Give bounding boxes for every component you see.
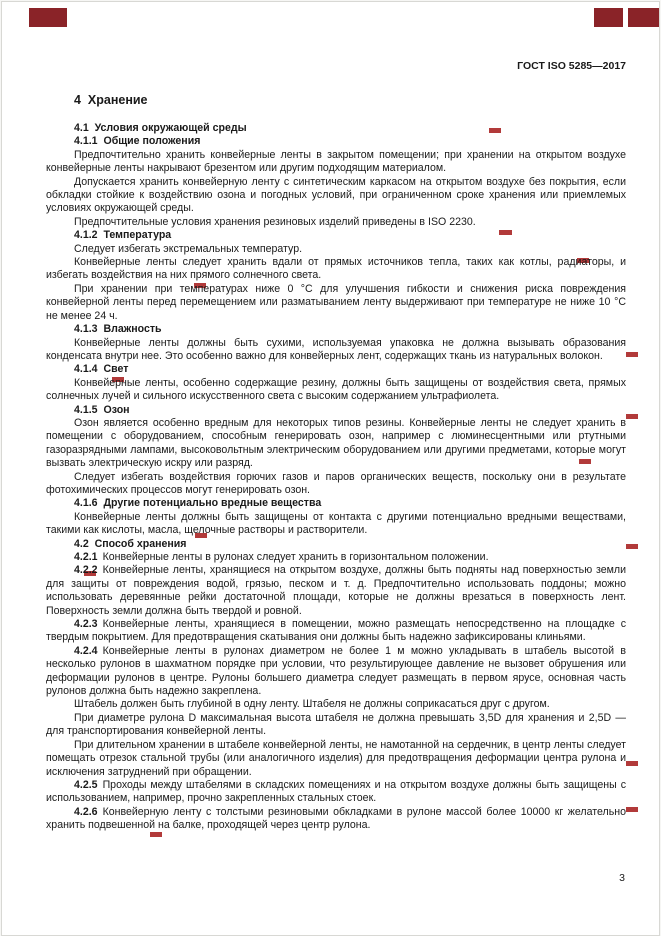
subsection-heading-4-2: 4.2 Способ хранения xyxy=(74,537,187,550)
red-dash-13 xyxy=(626,807,638,812)
clause-number: 4.2.5 xyxy=(74,778,98,791)
clause-number: 4.2.6 xyxy=(74,805,98,818)
clause-heading-4-1-5: 4.1.5 Озон xyxy=(74,403,130,416)
clause-text: Проходы между штабелями в складских помещениях и на открытом воздухе должны быть защищены с использованием, например, прочно закрепленных стальных стоек. xyxy=(46,778,626,805)
paragraph: Штабель должен быть глубиной в одну ленту. Штабеля не должны соприкасаться друг с другом. xyxy=(74,698,550,711)
clause-number: 4.2.2 xyxy=(74,564,98,577)
redaction-block-top-right-2 xyxy=(628,8,660,27)
red-dash-5 xyxy=(626,352,638,357)
paragraph: При длительном хранении в штабеле конвейерной ленты, не намотанной на сердечник, в центр ленты следует помещать отрезок стальной трубы (или аналогичного изделия) для предотвращения деформации центра рулона и исключения затруднений при обращении. xyxy=(46,738,626,778)
clause-paragraph-4-2-6 xyxy=(46,806,626,833)
doc-designation: ГОСТ ISO 5285—2017 xyxy=(517,60,626,72)
clause-number: 4.2.4 xyxy=(74,644,98,657)
section-heading: 4 Хранение xyxy=(74,93,148,107)
page-content xyxy=(46,60,626,833)
clause-paragraph-4-2-4 xyxy=(46,645,626,699)
document-page xyxy=(1,1,660,936)
paragraph: Следует избегать воздействия горючих газов и паров органических веществ, поскольку они в результате фотохимических процессов могут генерировать озон. xyxy=(46,470,626,496)
paragraph: При хранении при температурах ниже 0 °С для улучшения гибкости и снижения риска повреждения конвейерной ленты перед перемещением или разматыванием ленту выдерживают при температуре не ниже 10 °С не менее 24 ч. xyxy=(46,282,626,322)
clause-number: 4.2.1 xyxy=(74,551,98,563)
doc-header xyxy=(46,60,626,73)
clause-text: Конвейерные ленты в рулонах следует хранить в горизонтальном положении. xyxy=(102,551,489,563)
clause-heading-4-1-4: 4.1.4 Свет xyxy=(74,363,129,376)
paragraph: Предпочтительные условия хранения резиновых изделий приведены в ISO 2230. xyxy=(74,215,476,228)
red-dash-7 xyxy=(626,414,638,419)
clause-paragraph-4-2-2 xyxy=(46,564,626,618)
clause-paragraph-4-2-5 xyxy=(46,779,626,806)
clause-heading-4-1-6: 4.1.6 Другие потенциально вредные вещества xyxy=(74,497,322,510)
clause-paragraph-4-2-3 xyxy=(46,618,626,645)
paragraph: При диаметре рулона D максимальная высота штабеля не должна превышать 3,5D для хранения и 2,5D — для транспортирования конвейерной ленты. xyxy=(46,711,626,738)
redaction-block-top-left xyxy=(29,8,67,27)
clause-text: Конвейерные ленты, хранящиеся на открытом воздухе, должны быть подняты над поверхностью земли для защиты от повреждения водой, грязью, песком и т. д. Предпочтительно использовать поддоны; можно использовать деревянные рейки достаточной площади, которые не должны врезаться в поверхность лент. Поверхность земли должна быть твердой и ровной. xyxy=(46,564,626,617)
paragraph: Предпочтительно хранить конвейерные ленты в закрытом помещении; при хранении на открытом воздухе конвейерные ленты накрывают брезентом или другим подходящим материалом. xyxy=(46,148,626,175)
page-number: 3 xyxy=(619,872,625,884)
clause-text: Конвейерные ленты в рулонах диаметром не более 1 м можно укладывать в штабель высотой в несколько рулонов в шахматном порядке при условии, что результирующее давление не вызовет обрушения или деформации рулонов в центре. Рулоны большего диаметра следует размещать в первом ярусе, основная часть рулонов должна быть надежно закреплена. xyxy=(46,644,626,698)
clause-heading-4-1-1: 4.1.1 Общие положения xyxy=(74,135,201,148)
clause-paragraph-4-2-1 xyxy=(46,551,626,564)
paragraph: Конвейерные ленты, особенно содержащие резину, должны быть защищены от воздействия света, прямых солнечных лучей и сильного искусственного света с высоким содержанием ультрафиолета. xyxy=(46,376,626,403)
page-footer xyxy=(619,872,625,885)
paragraph: Конвейерные ленты должны быть защищены от контакта с другими потенциально вредными веществами, такими как кислоты, масла, щелочные растворы и растворители. xyxy=(46,510,626,537)
paragraph: Допускается хранить конвейерную ленту с синтетическим каркасом на открытом воздухе без покрытия, если обкладки стойкие к воздействию озона и погодных условий, при ограниченном сроке хранения или приемлемых условиях окружающей среды. xyxy=(46,175,626,215)
paragraph: Следует избегать экстремальных температур. xyxy=(74,242,303,255)
paragraph: Конвейерные ленты следует хранить вдали от прямых источников тепла, таких как котлы, радиаторы, и избегать воздействия на них прямого солнечного света. xyxy=(46,256,626,282)
clause-heading-4-1-3: 4.1.3 Влажность xyxy=(74,323,162,336)
red-dash-14 xyxy=(150,832,162,837)
subsection-heading-4-1: 4.1 Условия окружающей среды xyxy=(74,122,247,134)
redaction-block-top-right-1 xyxy=(594,8,623,27)
paragraph: Озон является особенно вредным для некоторых типов резины. Конвейерные ленты не следует хранить в помещении с оборудованием, способным генерировать озон, например с люминесцентными или ртутными газоразрядными лампами, высоковольтным электрическим оборудованием или другими предметами, которые могут вызвать электрическую искру или разряд. xyxy=(46,416,626,470)
red-dash-12 xyxy=(626,761,638,766)
clause-number: 4.2.3 xyxy=(74,618,98,631)
clause-text: Конвейерные ленты, хранящиеся в помещении, можно размещать непосредственно на площадке с твердым покрытием. Для предотвращения скатывания они должны быть надежно зафиксированы клиньями. xyxy=(46,618,626,644)
clause-heading-4-1-2: 4.1.2 Температура xyxy=(74,229,172,242)
red-dash-10 xyxy=(626,544,638,549)
paragraph: Конвейерные ленты должны быть сухими, используемая упаковка не должна вызывать образования конденсата внутри нее. Это особенно важно для конвейерных лент, содержащих ткань из натуральных волокон. xyxy=(46,336,626,362)
clause-text: Конвейерную ленту с толстыми резиновыми обкладками в рулоне массой более 10000 кг желательно хранить подвешенной на балке, проходящей через центр рулона. xyxy=(46,805,626,832)
